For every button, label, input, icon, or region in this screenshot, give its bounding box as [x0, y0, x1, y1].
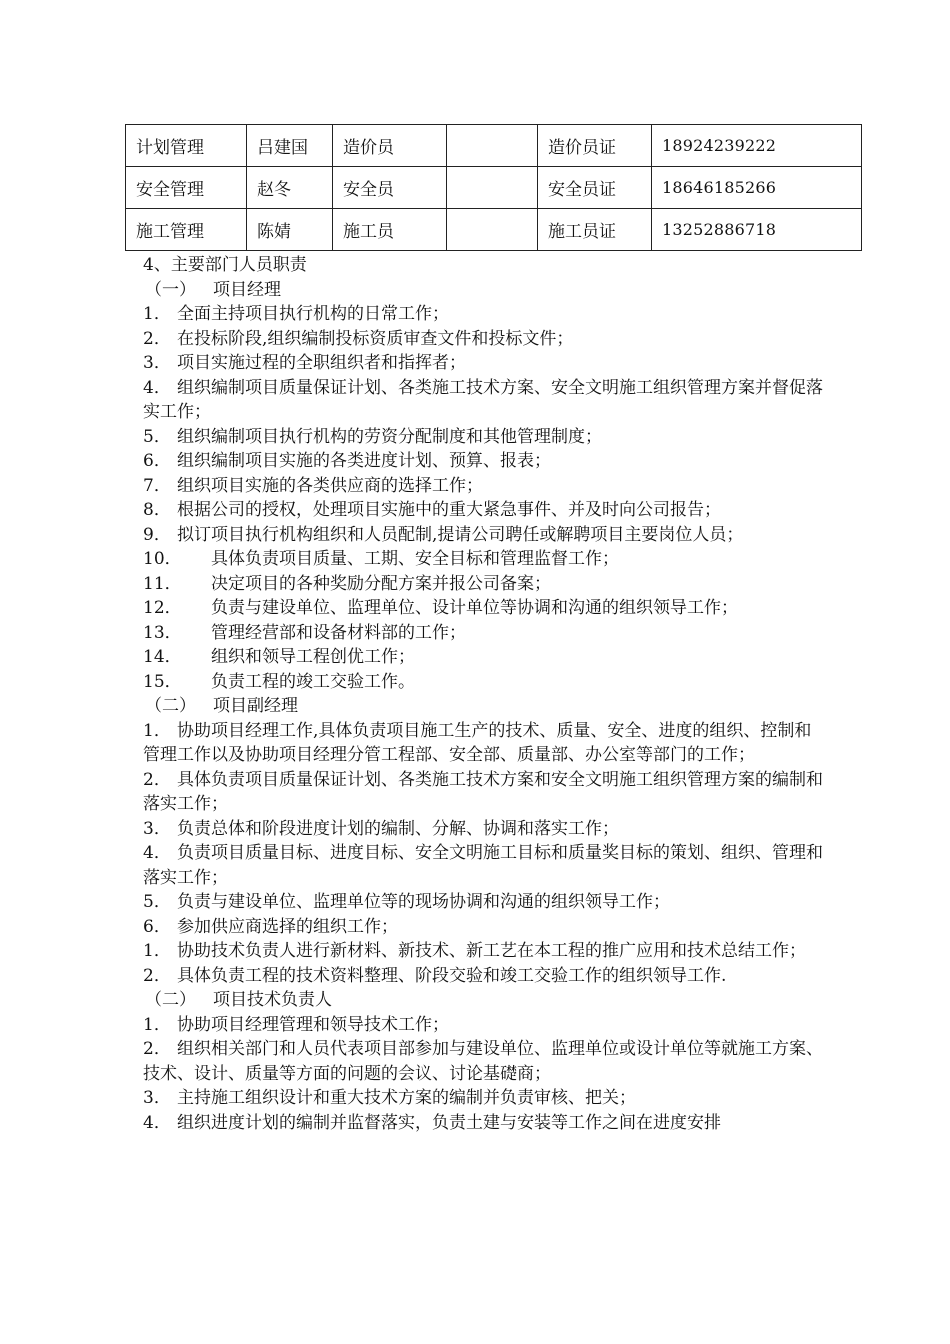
list-item: [143, 425, 823, 450]
item-text: 负责与建设单位、监理单位等的现场协调和沟通的组织领导工作；: [177, 892, 670, 912]
item-text: 负责与建设单位、监理单位、设计单位等协调和沟通的组织领导工作；: [211, 598, 738, 618]
cell-blank: [447, 125, 538, 167]
cell-dept: 施工管理: [126, 209, 247, 251]
subheading-number: （一）: [145, 279, 196, 300]
item-text: 根据公司的授权，处理项目实施中的重大紧急事件、并及时向公司报告；: [177, 500, 721, 520]
item-number: 11．: [143, 573, 182, 594]
cell-dept: 安全管理: [126, 167, 247, 209]
item-number: 6．: [143, 451, 171, 471]
subheading-number: （二）: [145, 990, 196, 1010]
list-item: [143, 498, 823, 523]
cell-role: 安全员: [333, 167, 447, 209]
item-number: 4．: [143, 377, 171, 398]
subheading-text: 项目技术负责人: [213, 990, 332, 1010]
item-number: 1．: [143, 304, 171, 324]
item-text: 参加供应商选择的组织工作；: [177, 916, 398, 937]
list-item: [143, 670, 823, 695]
item-number: 4．: [143, 843, 171, 863]
item-number: 7．: [143, 475, 171, 496]
list-item: [143, 572, 823, 597]
item-number: 3．: [143, 818, 171, 839]
item-text: 协助技术负责人进行新材料、新技术、新工艺在本工程的推广应用和技术总结工作；: [177, 941, 806, 961]
item-text: 具体负责项目质量、工期、安全目标和管理监督工作；: [211, 549, 619, 569]
cell-name: 陈婧: [247, 209, 333, 251]
list-item: [143, 939, 823, 964]
item-number: 2．: [143, 769, 171, 790]
section-title: 4、主要部门人员职责: [143, 255, 307, 275]
item-text: 负责项目质量目标、进度目标、安全文明施工目标和质量奖目标的策划、组织、管理和落实工作；: [143, 843, 823, 888]
project-manager-duties: [143, 302, 823, 694]
item-number: 1．: [143, 941, 171, 961]
list-item: [143, 1086, 823, 1111]
item-number: 6．: [143, 916, 171, 937]
item-number: 14．: [143, 647, 182, 667]
list-item: [143, 351, 823, 376]
item-number: 13．: [143, 622, 182, 643]
technical-lead-duties: [143, 1013, 823, 1136]
item-number: 8．: [143, 500, 171, 520]
item-text: 组织和领导工程创优工作；: [211, 647, 415, 667]
table-row: [126, 209, 862, 251]
subheading-project-manager: [143, 278, 823, 303]
item-text: 组织编制项目执行机构的劳资分配制度和其他管理制度；: [177, 426, 602, 447]
table-row: [126, 125, 862, 167]
item-number: 9．: [143, 524, 171, 545]
item-text: 全面主持项目执行机构的日常工作；: [177, 304, 449, 324]
list-item: [143, 449, 823, 474]
item-text: 负责总体和阶段进度计划的编制、分解、协调和落实工作；: [177, 818, 619, 839]
item-number: 3．: [143, 353, 171, 373]
list-item: [143, 1111, 823, 1136]
list-item: [143, 596, 823, 621]
list-item: [143, 376, 823, 425]
item-text: 组织编制项目质量保证计划、各类施工技术方案、安全文明施工组织管理方案并督促落实工作；: [143, 377, 823, 422]
item-number: 1．: [143, 720, 171, 741]
list-item: [143, 915, 823, 940]
list-item: [143, 1013, 823, 1038]
item-number: 2．: [143, 965, 171, 986]
item-number: 10．: [143, 549, 182, 569]
item-number: 4．: [143, 1112, 171, 1133]
cell-cert: 施工员证: [538, 209, 652, 251]
cell-role: 造价员: [333, 125, 447, 167]
subheading-technical-lead: [143, 988, 823, 1013]
cell-cert: 安全员证: [538, 167, 652, 209]
item-text: 组织编制项目实施的各类进度计划、预算、报表；: [177, 451, 551, 471]
list-item: [143, 547, 823, 572]
subheading-number: （二）: [145, 696, 196, 716]
cell-cert: 造价员证: [538, 125, 652, 167]
item-text: 协助项目经理管理和领导技术工作；: [177, 1014, 449, 1035]
item-text: 在投标阶段,组织编制投标资质审查文件和投标文件；: [177, 328, 574, 349]
list-item: [143, 841, 823, 890]
cell-phone: 18924239222: [652, 125, 862, 167]
list-item: [143, 621, 823, 646]
list-item: [143, 719, 823, 768]
responsibilities-section: [143, 253, 823, 1135]
list-item: [143, 302, 823, 327]
item-text: 决定项目的各种奖励分配方案并报公司备案；: [211, 573, 551, 594]
subheading-deputy-manager: [143, 694, 823, 719]
table-row: [126, 167, 862, 209]
item-number: 2．: [143, 328, 171, 349]
cell-dept: 计划管理: [126, 125, 247, 167]
list-item: [143, 523, 823, 548]
item-number: 2．: [143, 1039, 171, 1059]
item-number: 12．: [143, 598, 182, 618]
item-text: 组织项目实施的各类供应商的选择工作；: [177, 475, 483, 496]
cell-name: 赵冬: [247, 167, 333, 209]
staff-table: [125, 124, 862, 251]
cell-blank: [447, 209, 538, 251]
list-item: [143, 474, 823, 499]
deputy-manager-duties: [143, 719, 823, 989]
list-item: [143, 768, 823, 817]
cell-name: 吕建国: [247, 125, 333, 167]
list-item: [143, 964, 823, 989]
item-text: 组织进度计划的编制并监督落实，负责土建与安装等工作之间在进度安排: [177, 1112, 721, 1133]
item-text: 具体负责工程的技术资料整理、阶段交验和竣工交验工作的组织领导工作.: [177, 965, 727, 986]
list-item: [143, 890, 823, 915]
item-text: 组织相关部门和人员代表项目部参加与建设单位、监理单位或设计单位等就施工方案、技术、设计、质量等方面的问题的会议、讨论基礎商；: [143, 1039, 823, 1084]
item-text: 拟订项目执行机构组织和人员配制,提请公司聘任或解聘项目主要岗位人员；: [177, 524, 744, 545]
item-text: 具体负责项目质量保证计划、各类施工技术方案和安全文明施工组织管理方案的编制和落实工作；: [143, 769, 823, 814]
item-number: 15．: [143, 671, 182, 692]
cell-role: 施工员: [333, 209, 447, 251]
cell-blank: [447, 167, 538, 209]
list-item: [143, 1037, 823, 1086]
item-text: 负责工程的竣工交验工作。: [211, 671, 415, 692]
cell-phone: 18646185266: [652, 167, 862, 209]
item-text: 项目实施过程的全职组织者和指挥者；: [177, 353, 466, 373]
list-item: [143, 645, 823, 670]
item-number: 5．: [143, 426, 171, 447]
subheading-text: 项目经理: [213, 279, 281, 300]
item-number: 1．: [143, 1014, 171, 1035]
item-number: 5．: [143, 892, 171, 912]
list-item: [143, 817, 823, 842]
item-text: 协助项目经理工作,具体负责项目施工生产的技术、质量、安全、进度的组织、控制和管理工作以及协助项目经理分管工程部、安全部、质量部、办公室等部门的工作；: [143, 720, 812, 765]
item-text: 管理经营部和设备材料部的工作；: [211, 622, 466, 643]
cell-phone: 13252886718: [652, 209, 862, 251]
list-item: [143, 327, 823, 352]
item-text: 主持施工组织设计和重大技术方案的编制并负责审核、把关；: [177, 1088, 636, 1108]
item-number: 3．: [143, 1088, 171, 1108]
subheading-text: 项目副经理: [213, 696, 298, 716]
